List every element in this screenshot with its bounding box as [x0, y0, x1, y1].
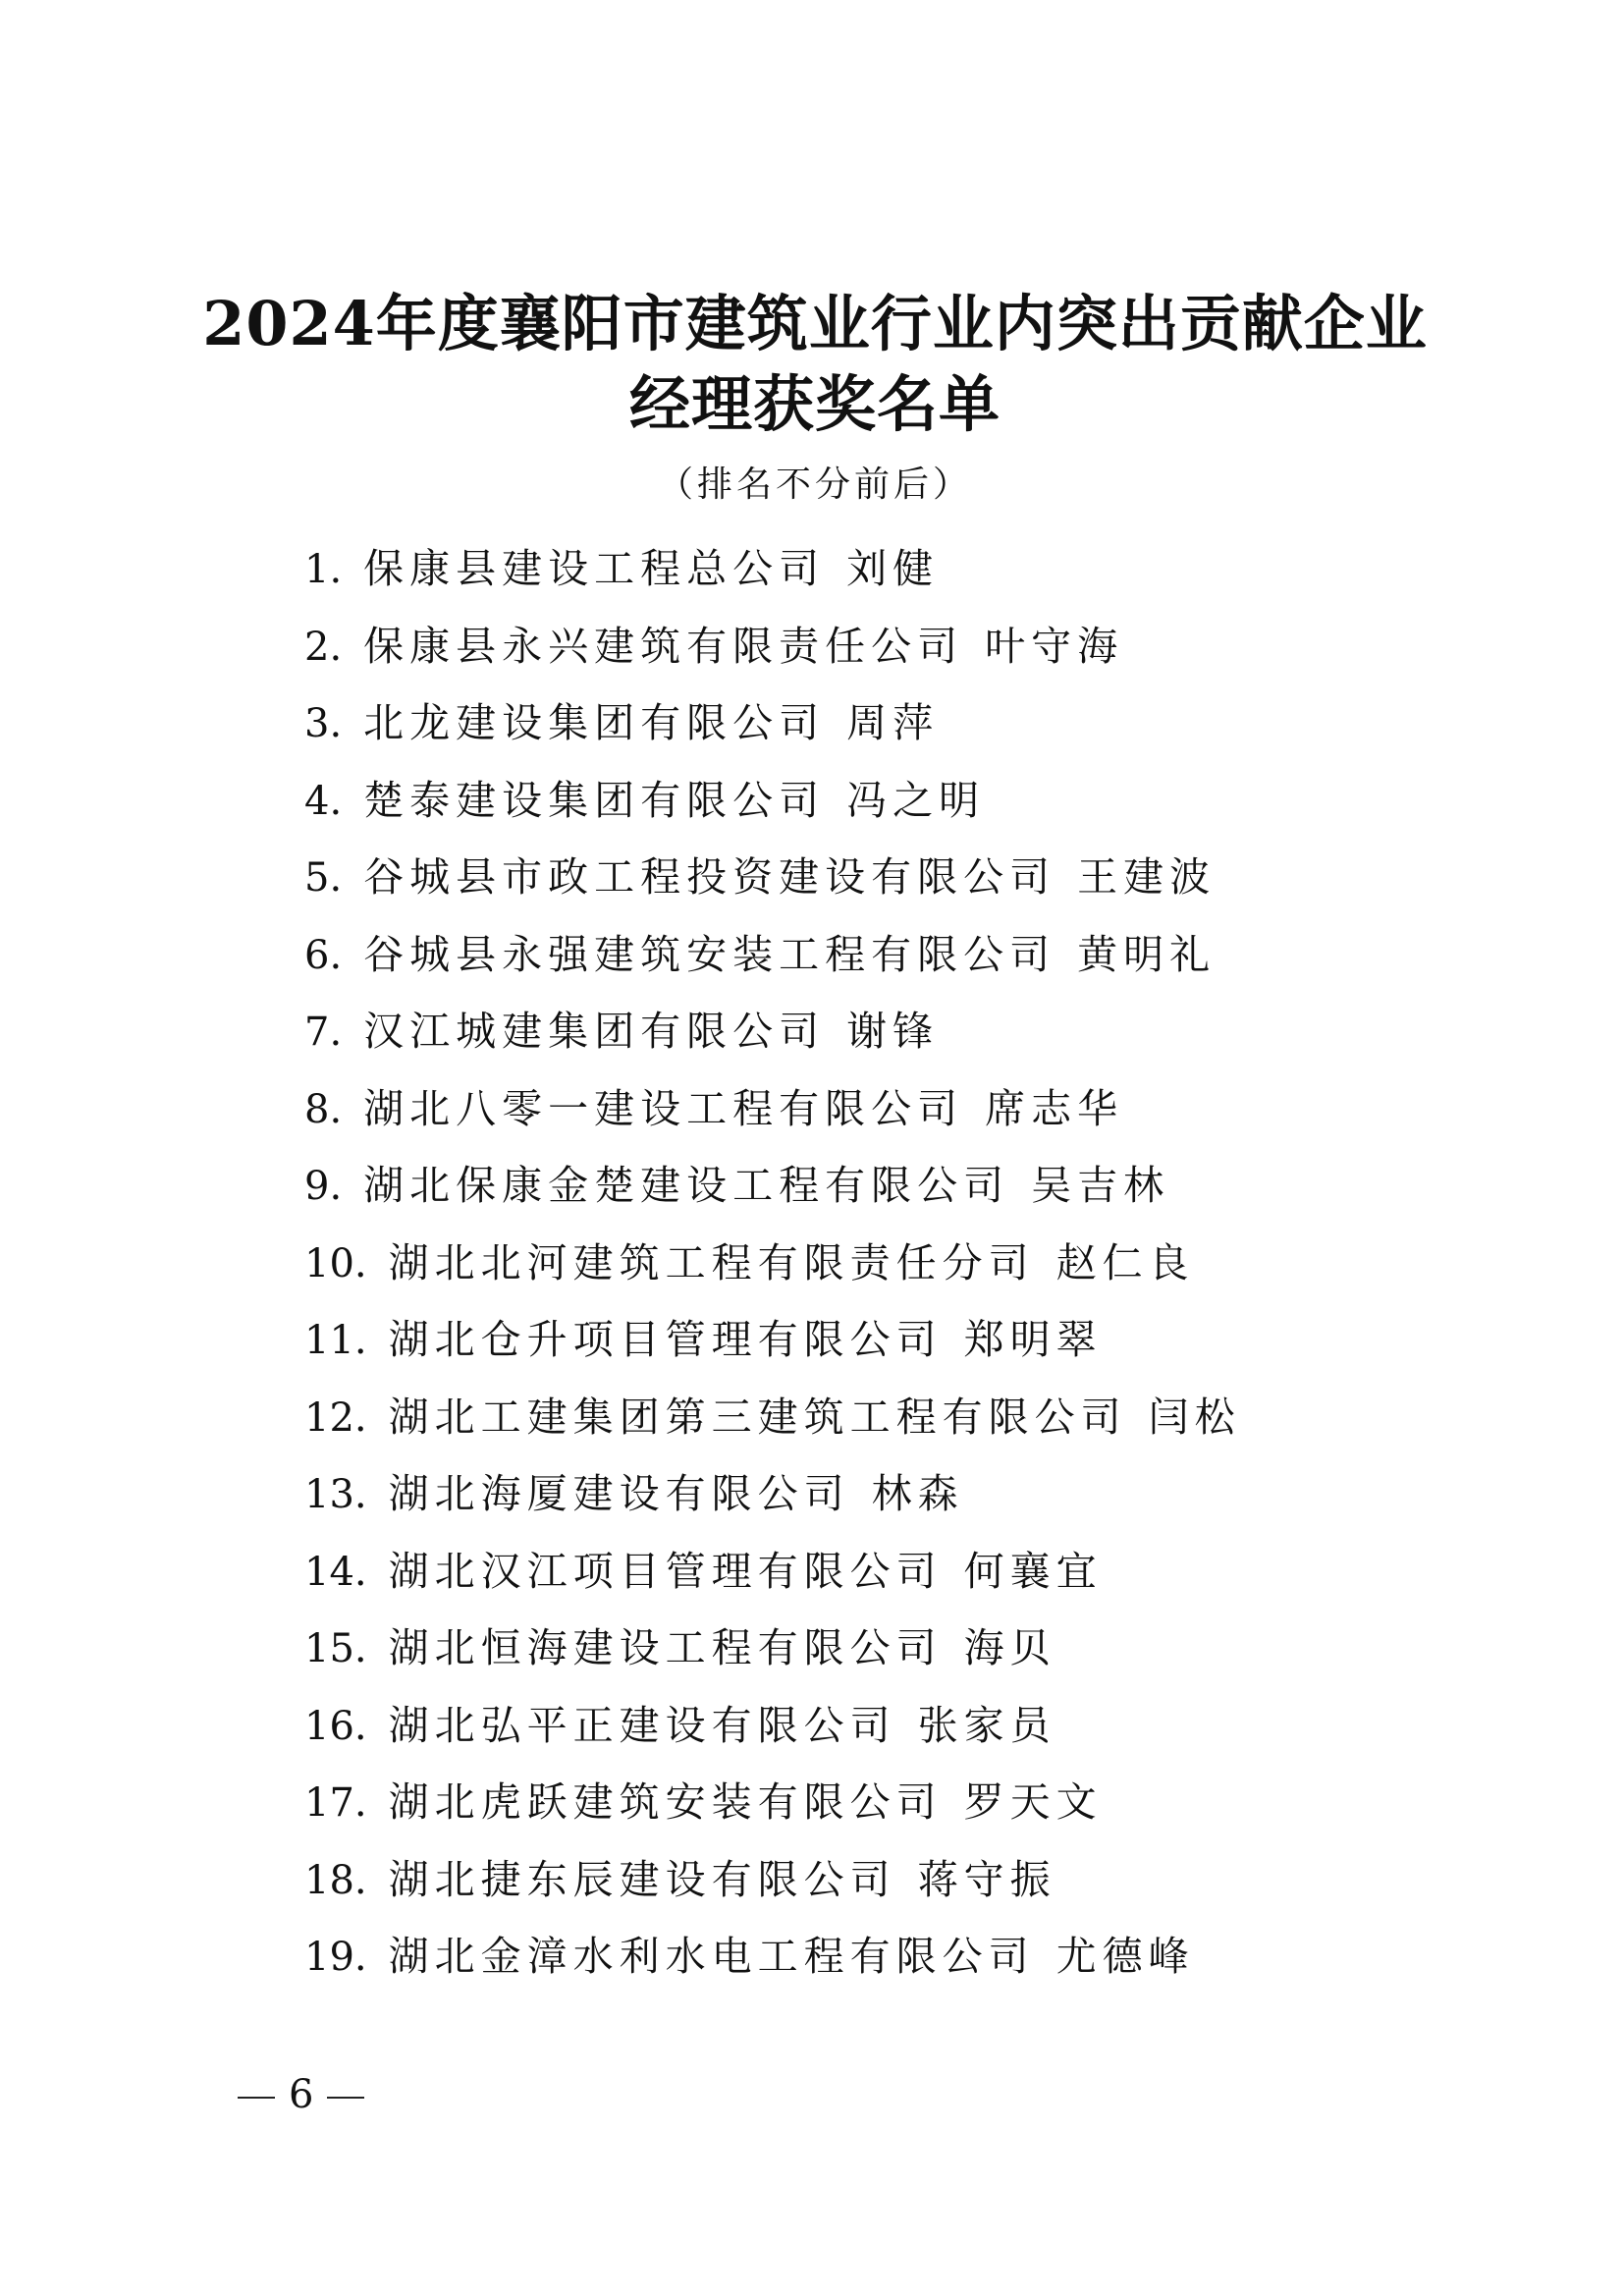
- list-item-company: 谷城县市政工程投资建设有限公司: [363, 853, 1056, 901]
- list-item-company: 湖北保康金楚建设工程有限公司: [363, 1162, 1010, 1209]
- list-item-number: 10.: [304, 1240, 367, 1286]
- list-item: [304, 839, 1384, 916]
- list-item-company: 汉江城建集团有限公司: [363, 1008, 826, 1055]
- document-subtitle: （排名不分前后）: [657, 465, 972, 505]
- list-item-number: 3.: [304, 701, 343, 746]
- list-item: [304, 1533, 1384, 1611]
- list-item: [304, 1455, 1384, 1533]
- list-item-number: 5.: [304, 855, 343, 901]
- document-title-line-1: 2024年度襄阳市建筑业行业内突出贡献企业: [202, 288, 1428, 359]
- list-item: [304, 1301, 1384, 1379]
- page-number: [224, 2070, 378, 2119]
- page-number-dash-right: [327, 2097, 364, 2099]
- list-item-number: 17.: [304, 1780, 367, 1826]
- list-item-person: 席志华: [985, 1084, 1124, 1132]
- page-number-value: 6: [289, 2072, 314, 2117]
- list-item-company: 保康县建设工程总公司: [363, 545, 826, 592]
- list-item-company: 湖北八零一建设工程有限公司: [363, 1084, 964, 1132]
- list-item-number: 7.: [304, 1010, 343, 1055]
- list-item-person: 闫松: [1148, 1393, 1241, 1441]
- list-item-person: 黄明礼: [1077, 930, 1217, 978]
- list-item-number: 12.: [304, 1394, 367, 1441]
- list-item-company: 谷城县永强建筑安装工程有限公司: [363, 930, 1056, 978]
- list-item-company: 湖北工建集团第三建筑工程有限公司: [388, 1393, 1127, 1441]
- list-item-company: 湖北海厦建设有限公司: [388, 1470, 850, 1517]
- list-item-company: 湖北恒海建设工程有限公司: [388, 1624, 943, 1671]
- list-item-company: 楚泰建设集团有限公司: [363, 776, 826, 824]
- list-item-person: 尤德峰: [1055, 1933, 1195, 1980]
- list-item: [304, 916, 1384, 994]
- list-item-person: 叶守海: [985, 622, 1124, 670]
- list-item-number: 2.: [304, 624, 343, 670]
- list-item-person: 吴吉林: [1031, 1162, 1170, 1209]
- list-item: [304, 1841, 1384, 1919]
- list-item-person: 谢锋: [846, 1008, 940, 1055]
- list-item-number: 15.: [304, 1626, 367, 1671]
- list-item-number: 13.: [304, 1472, 367, 1517]
- document-title-line-2: 经理获奖名单: [628, 368, 1001, 440]
- list-item-number: 4.: [304, 778, 343, 824]
- list-item-company: 湖北汉江项目管理有限公司: [388, 1547, 943, 1595]
- award-list: [304, 530, 1384, 1995]
- list-item: [304, 1379, 1384, 1456]
- list-item-company: 湖北弘平正建设有限公司: [388, 1701, 896, 1749]
- list-item: [304, 530, 1384, 608]
- list-item-number: 6.: [304, 932, 343, 978]
- list-item-person: 冯之明: [846, 776, 986, 824]
- list-item-number: 11.: [304, 1318, 367, 1363]
- list-item-person: 郑明翠: [963, 1316, 1103, 1363]
- list-item-company: 湖北北河建筑工程有限责任分司: [388, 1238, 1035, 1286]
- page-number-dash-left: [238, 2097, 275, 2099]
- list-item-company: 湖北虎跃建筑安装有限公司: [388, 1778, 943, 1826]
- list-item-person: 周萍: [846, 699, 940, 746]
- list-item: [304, 1610, 1384, 1687]
- list-item-number: 16.: [304, 1703, 367, 1749]
- list-item: [304, 608, 1384, 685]
- list-item-person: 林森: [871, 1470, 964, 1517]
- list-item: [304, 684, 1384, 762]
- list-item: [304, 1147, 1384, 1225]
- list-item: [304, 1225, 1384, 1302]
- list-item-number: 9.: [304, 1164, 343, 1209]
- list-item-person: 何襄宜: [963, 1547, 1103, 1595]
- list-item: [304, 1764, 1384, 1841]
- list-item: [304, 1918, 1384, 1995]
- list-item-company: 保康县永兴建筑有限责任公司: [363, 622, 964, 670]
- list-item-person: 海贝: [963, 1624, 1056, 1671]
- list-item-company: 湖北捷东辰建设有限公司: [388, 1855, 896, 1903]
- list-item-person: 赵仁良: [1055, 1238, 1195, 1286]
- list-item: [304, 762, 1384, 840]
- list-item-person: 蒋守振: [917, 1855, 1056, 1903]
- list-item-number: 14.: [304, 1549, 367, 1595]
- list-item: [304, 1687, 1384, 1765]
- list-item: [304, 993, 1384, 1070]
- list-item-number: 8.: [304, 1086, 343, 1132]
- list-item-person: 王建波: [1077, 853, 1217, 901]
- list-item-person: 张家员: [917, 1701, 1056, 1749]
- list-item-person: 罗天文: [963, 1778, 1103, 1826]
- list-item-person: 刘健: [846, 545, 940, 592]
- list-item-company: 北龙建设集团有限公司: [363, 699, 826, 746]
- list-item-company: 湖北仓升项目管理有限公司: [388, 1316, 943, 1363]
- list-item: [304, 1070, 1384, 1148]
- list-item-company: 湖北金漳水利水电工程有限公司: [388, 1933, 1035, 1980]
- list-item-number: 1.: [304, 547, 343, 592]
- list-item-number: 18.: [304, 1857, 367, 1903]
- list-item-number: 19.: [304, 1935, 367, 1980]
